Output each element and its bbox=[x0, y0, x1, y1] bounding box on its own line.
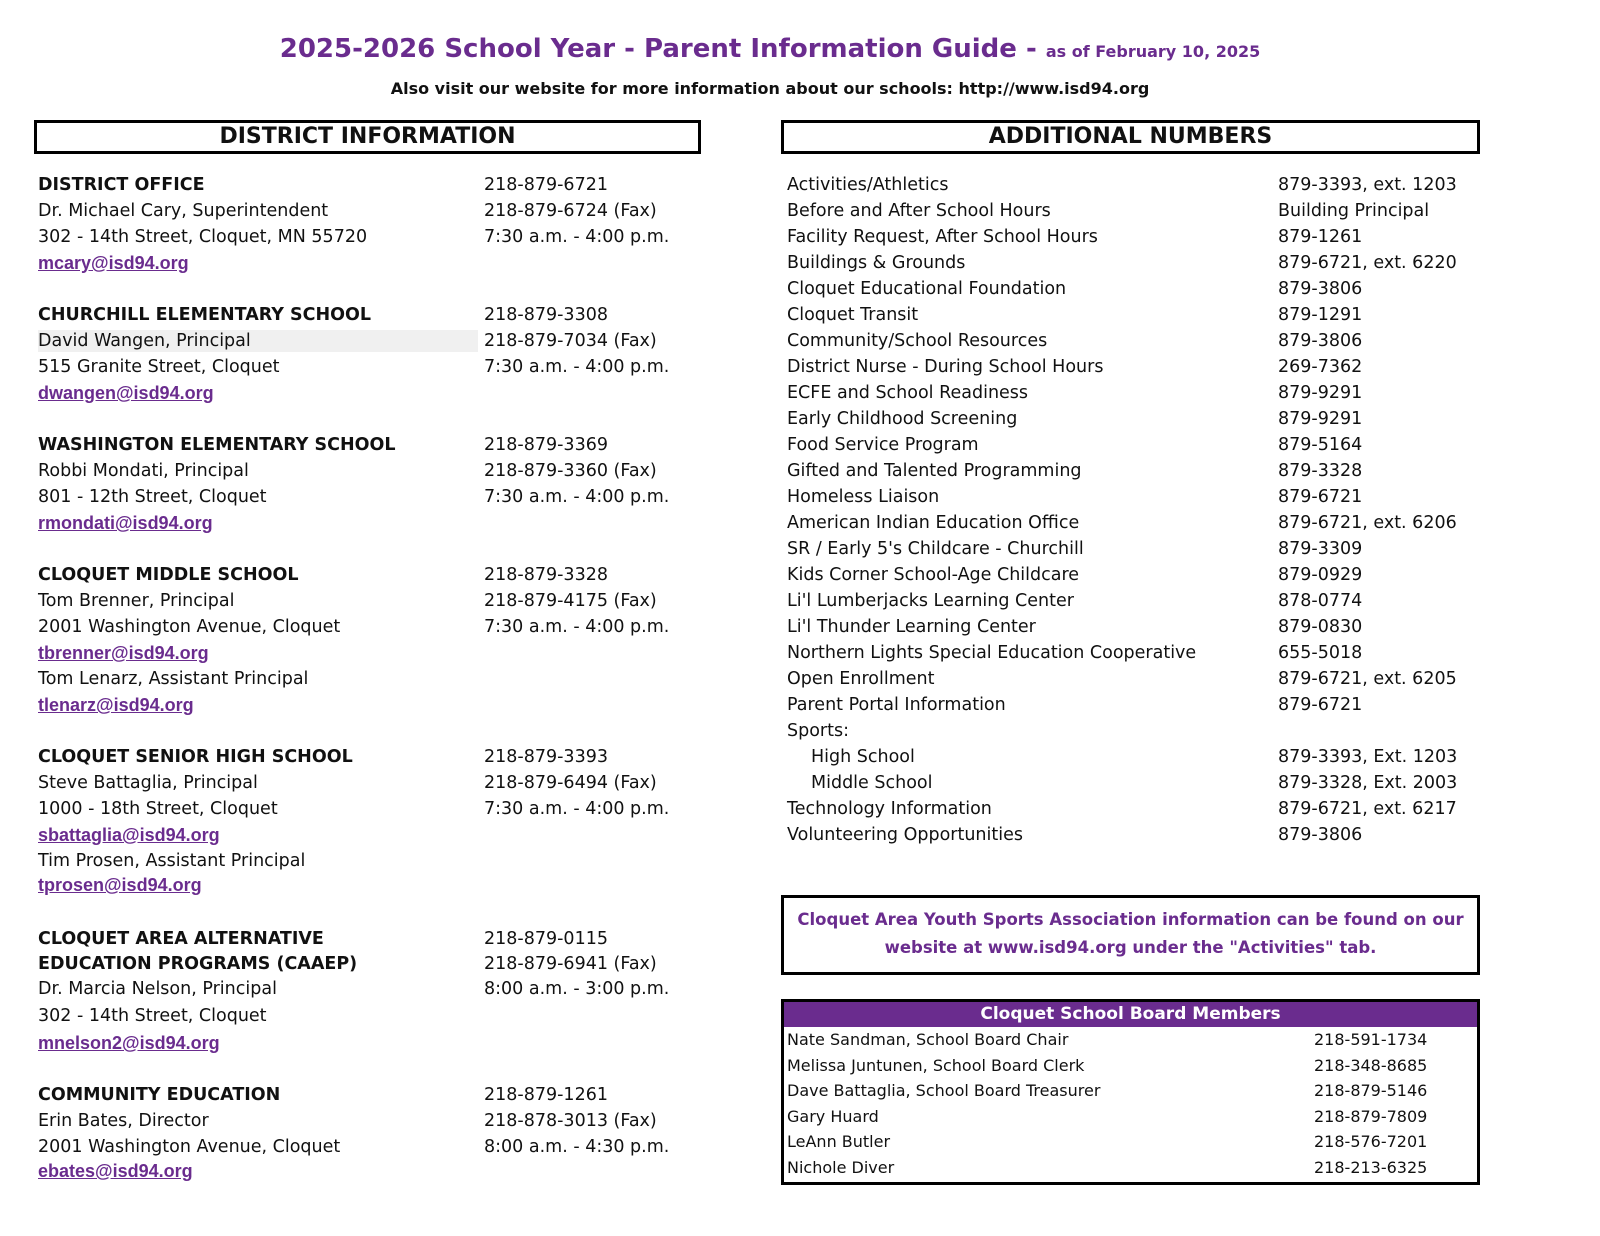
additional-number-value: 879-6721 bbox=[1278, 695, 1363, 715]
district-info-text: 1000 - 18th Street, Cloquet bbox=[38, 799, 278, 819]
email-link[interactable]: dwangen@isd94.org bbox=[38, 383, 214, 403]
additional-number-value: 878-0774 bbox=[1278, 591, 1363, 611]
board-member-name: Gary Huard bbox=[787, 1106, 879, 1126]
district-info-text: Dr. Michael Cary, Superintendent bbox=[38, 201, 329, 221]
additional-number-label: Food Service Program bbox=[787, 435, 979, 455]
district-info-value: 7:30 a.m. - 4:00 p.m. bbox=[484, 357, 670, 377]
additional-number-value: 879-3328 bbox=[1278, 461, 1363, 481]
board-member-name: LeAnn Butler bbox=[787, 1132, 891, 1151]
district-info-value: 218-879-3393 bbox=[484, 747, 608, 767]
additional-number-label: Technology Information bbox=[787, 799, 992, 819]
email-link[interactable]: mnelson2@isd94.org bbox=[38, 1033, 220, 1053]
additional-number-value: 879-6721, ext. 6220 bbox=[1278, 253, 1457, 273]
title-main: 2025-2026 School Year - Parent Information Guide - bbox=[279, 34, 1046, 64]
district-information-heading: DISTRICT INFORMATION bbox=[34, 120, 701, 154]
board-member-name: Nate Sandman, School Board Chair bbox=[787, 1030, 1069, 1049]
additional-number-value: Building Principal bbox=[1278, 201, 1430, 221]
district-info-value: 218-879-6721 bbox=[484, 175, 608, 195]
additional-number-value: 879-5164 bbox=[1278, 435, 1363, 455]
district-info-value: 218-879-0115 bbox=[484, 929, 608, 949]
district-info-text: Tim Prosen, Assistant Principal bbox=[38, 851, 306, 871]
district-info-text: Dr. Marcia Nelson, Principal bbox=[38, 979, 277, 999]
district-info-value: 218-879-3369 bbox=[484, 435, 608, 455]
additional-number-label: Early Childhood Screening bbox=[787, 409, 1018, 429]
additional-number-value: 879-1291 bbox=[1278, 305, 1363, 325]
additional-number-label: ECFE and School Readiness bbox=[787, 383, 1029, 403]
additional-number-value: 879-6721, ext. 6217 bbox=[1278, 799, 1457, 819]
district-info-value: 218-879-3360 (Fax) bbox=[484, 461, 657, 481]
additional-number-value: 655-5018 bbox=[1278, 643, 1363, 663]
district-info-text: Erin Bates, Director bbox=[38, 1111, 209, 1131]
board-member-name: Nichole Diver bbox=[787, 1157, 895, 1177]
additional-number-label: Gifted and Talented Programming bbox=[787, 461, 1082, 481]
additional-number-value: 879-9291 bbox=[1278, 383, 1363, 403]
school-name: CHURCHILL ELEMENTARY SCHOOL bbox=[38, 305, 372, 325]
additional-number-value: 879-1261 bbox=[1278, 227, 1363, 247]
district-info-value: 218-879-6724 (Fax) bbox=[484, 201, 657, 221]
school-name: CLOQUET AREA ALTERNATIVE bbox=[38, 929, 324, 949]
district-info-text: 2001 Washington Avenue, Cloquet bbox=[38, 1137, 341, 1157]
page-subtitle: Also visit our website for more information about our schools: http://www.isd94.org bbox=[390, 79, 1150, 98]
district-info-value: 7:30 a.m. - 4:00 p.m. bbox=[484, 487, 670, 507]
as-of-date: as of February 10, 2025 bbox=[1045, 42, 1261, 61]
additional-number-label: Facility Request, After School Hours bbox=[787, 227, 1098, 247]
additional-number-label: Volunteering Opportunities bbox=[787, 825, 1023, 845]
additional-number-label: Middle School bbox=[811, 773, 933, 793]
school-name: CLOQUET SENIOR HIGH SCHOOL bbox=[38, 747, 353, 767]
email-link[interactable]: ebates@isd94.org bbox=[38, 1161, 193, 1181]
district-info-value: 218-879-4175 (Fax) bbox=[484, 591, 657, 611]
school-name: CLOQUET MIDDLE SCHOOL bbox=[38, 565, 299, 585]
district-info-text: 515 Granite Street, Cloquet bbox=[38, 357, 280, 377]
board-member-name: Melissa Juntunen, School Board Clerk bbox=[787, 1055, 1085, 1075]
district-info-value: 218-879-6941 (Fax) bbox=[484, 954, 657, 974]
additional-number-label: District Nurse - During School Hours bbox=[787, 357, 1104, 377]
board-member-phone: 218-879-5146 bbox=[1314, 1081, 1428, 1100]
additional-number-label: Community/School Resources bbox=[787, 331, 1048, 351]
district-info-value: 218-879-3328 bbox=[484, 565, 608, 585]
additional-number-label: Buildings & Grounds bbox=[787, 253, 966, 273]
additional-number-label: Kids Corner School-Age Childcare bbox=[787, 565, 1080, 585]
additional-number-value: 879-9291 bbox=[1278, 409, 1363, 429]
additional-number-value: 879-6721, ext. 6205 bbox=[1278, 669, 1457, 689]
board-member-phone: 218-213-6325 bbox=[1314, 1157, 1428, 1177]
additional-number-label: Li'l Thunder Learning Center bbox=[787, 617, 1036, 637]
email-link[interactable]: tbrenner@isd94.org bbox=[38, 643, 209, 663]
district-info-text: David Wangen, Principal bbox=[38, 330, 478, 352]
district-info-text: 2001 Washington Avenue, Cloquet bbox=[38, 617, 341, 637]
district-info-text: Tom Lenarz, Assistant Principal bbox=[38, 669, 309, 689]
district-info-value: 8:00 a.m. - 3:00 p.m. bbox=[484, 979, 670, 999]
email-link[interactable]: sbattaglia@isd94.org bbox=[38, 825, 220, 845]
district-info-value: 7:30 a.m. - 4:00 p.m. bbox=[484, 799, 670, 819]
district-info-value: 218-879-3308 bbox=[484, 305, 608, 325]
district-info-value: 8:00 a.m. - 4:30 p.m. bbox=[484, 1137, 670, 1157]
email-link[interactable]: tlenarz@isd94.org bbox=[38, 695, 194, 715]
school-name: COMMUNITY EDUCATION bbox=[38, 1085, 281, 1105]
additional-number-label: Cloquet Transit bbox=[787, 305, 919, 325]
district-info-value: 218-879-6494 (Fax) bbox=[484, 773, 657, 793]
additional-number-label: Sports: bbox=[787, 721, 849, 741]
school-board-title: Cloquet School Board Members bbox=[784, 1002, 1477, 1027]
district-info-text: Tom Brenner, Principal bbox=[38, 591, 235, 611]
district-info-text: 302 - 14th Street, Cloquet, MN 55720 bbox=[38, 227, 368, 247]
additional-number-value: 879-3309 bbox=[1278, 539, 1363, 559]
additional-number-label: Parent Portal Information bbox=[787, 695, 1006, 715]
board-member-phone: 218-879-7809 bbox=[1314, 1106, 1428, 1126]
district-info-value: 218-878-3013 (Fax) bbox=[484, 1111, 657, 1131]
board-member-phone: 218-348-8685 bbox=[1314, 1055, 1428, 1075]
additional-numbers-heading: ADDITIONAL NUMBERS bbox=[781, 120, 1480, 154]
additional-number-value: 879-3806 bbox=[1278, 279, 1363, 299]
board-member-phone: 218-576-7201 bbox=[1314, 1132, 1428, 1151]
additional-number-label: Northern Lights Special Education Cooperative bbox=[787, 643, 1197, 663]
additional-number-label: High School bbox=[811, 747, 915, 767]
youth-sports-notice bbox=[781, 895, 1480, 975]
school-name: WASHINGTON ELEMENTARY SCHOOL bbox=[38, 435, 396, 455]
additional-number-label: Cloquet Educational Foundation bbox=[787, 279, 1067, 299]
district-info-value: 7:30 a.m. - 4:00 p.m. bbox=[484, 617, 670, 637]
district-info-text: Robbi Mondati, Principal bbox=[38, 461, 249, 481]
additional-number-label: Li'l Lumberjacks Learning Center bbox=[787, 591, 1074, 611]
additional-number-value: 879-3328, Ext. 2003 bbox=[1278, 773, 1458, 793]
additional-number-label: American Indian Education Office bbox=[787, 513, 1080, 533]
email-link[interactable]: tprosen@isd94.org bbox=[38, 875, 202, 895]
additional-number-value: 879-6721, ext. 6206 bbox=[1278, 513, 1457, 533]
district-info-text: 801 - 12th Street, Cloquet bbox=[38, 487, 267, 507]
additional-number-label: Open Enrollment bbox=[787, 669, 935, 689]
additional-number-label: Before and After School Hours bbox=[787, 201, 1051, 221]
additional-number-label: SR / Early 5's Childcare - Churchill bbox=[787, 539, 1084, 559]
additional-number-label: Activities/Athletics bbox=[787, 175, 949, 195]
school-name: DISTRICT OFFICE bbox=[38, 175, 205, 195]
page-title bbox=[0, 34, 1540, 64]
district-info-value: 218-879-7034 (Fax) bbox=[484, 331, 657, 351]
additional-number-label: Homeless Liaison bbox=[787, 487, 940, 507]
district-info-value: 218-879-1261 bbox=[484, 1085, 608, 1105]
additional-number-value: 879-3806 bbox=[1278, 825, 1363, 845]
notice-line-2: website at www.isd94.org under the "Activities" tab. bbox=[884, 938, 1377, 957]
school-name: EDUCATION PROGRAMS (CAAEP) bbox=[38, 954, 358, 974]
board-member-phone: 218-591-1734 bbox=[1314, 1030, 1428, 1049]
additional-number-value: 879-3806 bbox=[1278, 331, 1363, 351]
district-info-text: 302 - 14th Street, Cloquet bbox=[38, 1006, 267, 1026]
additional-number-value: 879-3393, Ext. 1203 bbox=[1278, 747, 1458, 767]
board-member-name: Dave Battaglia, School Board Treasurer bbox=[787, 1081, 1101, 1100]
district-info-value: 7:30 a.m. - 4:00 p.m. bbox=[484, 227, 670, 247]
district-info-text: Steve Battaglia, Principal bbox=[38, 773, 258, 793]
email-link[interactable]: rmondati@isd94.org bbox=[38, 513, 213, 533]
email-link[interactable]: mcary@isd94.org bbox=[38, 253, 189, 273]
additional-number-value: 879-0929 bbox=[1278, 565, 1363, 585]
additional-number-value: 879-6721 bbox=[1278, 487, 1363, 507]
school-board-box bbox=[781, 999, 1480, 1185]
additional-number-value: 269-7362 bbox=[1278, 357, 1363, 377]
additional-number-value: 879-0830 bbox=[1278, 617, 1363, 637]
additional-number-value: 879-3393, ext. 1203 bbox=[1278, 175, 1457, 195]
notice-line-1: Cloquet Area Youth Sports Association information can be found on our bbox=[797, 910, 1464, 929]
